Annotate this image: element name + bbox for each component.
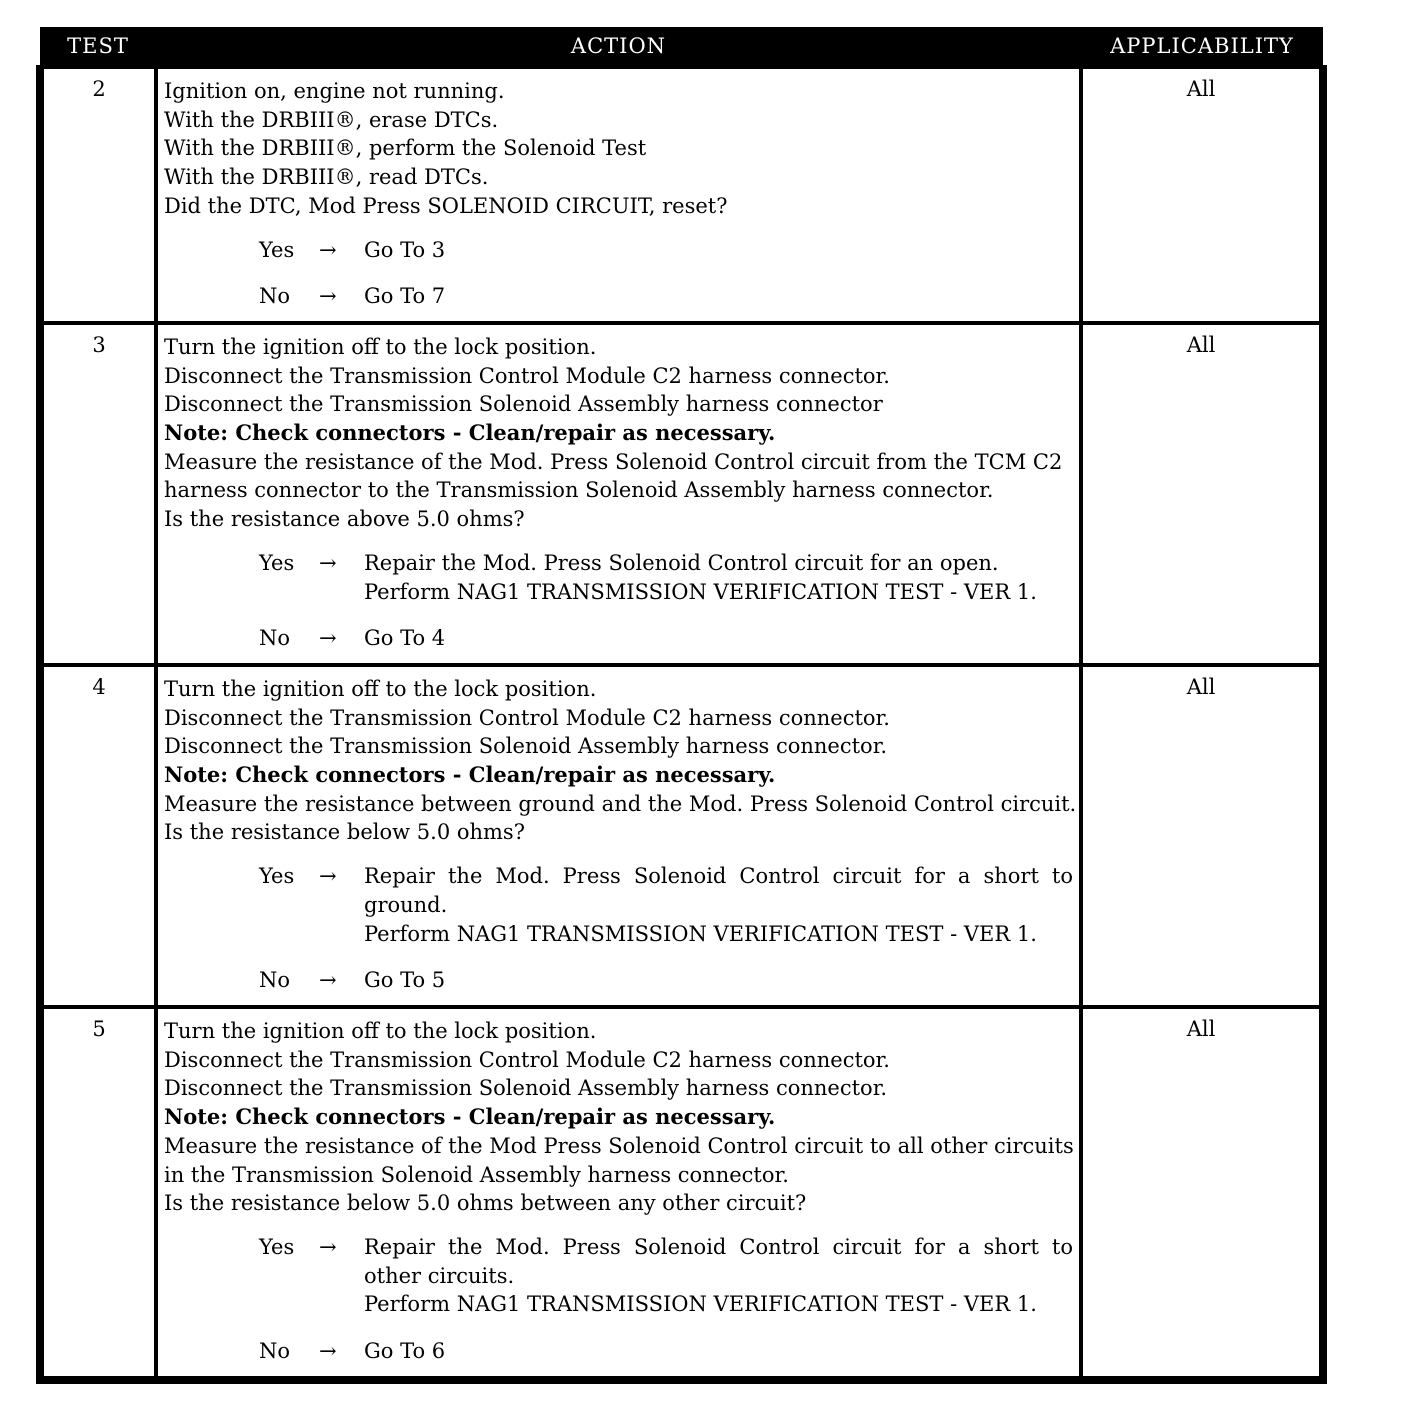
header-applicability: APPLICABILITY [1081,27,1323,67]
result-line: Go To 3 [364,237,446,262]
applicability: All [1081,665,1323,1007]
answer-label: Yes [259,1234,295,1259]
result [364,862,1073,948]
choice-no [259,966,1073,995]
action-line: Measure the resistance of the Mod. Press Solenoid Control circuit from the TCM C2 [164,449,1063,474]
action-line: Disconnect the Transmission Control Module C2 harness connector. [164,363,890,388]
note-line: Note: Check connectors - Clean/repair as necessary. [164,762,776,788]
answer-label: No [259,284,291,309]
applicability: All [1081,67,1323,323]
result-line: Go To 6 [364,1339,446,1364]
action-line: Measure the resistance of the Mod Press Solenoid Control circuit to all other circuits [164,1133,1074,1158]
action-cell [156,665,1081,1007]
choice-no [259,624,1073,653]
action-cell [156,67,1081,323]
table-row [40,323,1323,665]
table-row [40,1007,1323,1380]
action-line: Is the resistance below 5.0 ohms between any other circuit? [164,1191,807,1216]
action-line: With the DRBIII®, erase DTCs. [164,107,499,132]
result-line: Repair the Mod. Press Solenoid Control circuit for an open. [364,550,999,575]
result-line: Go To 5 [364,968,446,993]
choices [164,862,1073,995]
test-number: 2 [40,67,156,323]
result-line: Perform NAG1 TRANSMISSION VERIFICATION TEST - VER 1. [364,579,1037,604]
result-line: Perform NAG1 TRANSMISSION VERIFICATION TEST - VER 1. [364,1292,1037,1317]
answer-label: Yes [259,237,295,262]
table-row [40,665,1323,1007]
applicability: All [1081,323,1323,665]
right-arrow-icon: → [319,284,337,309]
result-line: Go To 4 [364,626,446,651]
test-number: 4 [40,665,156,1007]
applicability: All [1081,1007,1323,1380]
choices [164,549,1073,653]
action-line: Is the resistance below 5.0 ohms? [164,820,525,845]
result [364,236,1073,265]
result [364,549,1073,606]
right-arrow-icon: → [319,550,337,575]
right-arrow-icon: → [319,864,337,889]
action-line: Disconnect the Transmission Solenoid Assembly harness connector. [164,1076,888,1101]
choice-yes [259,1233,1073,1319]
result-line: Go To 7 [364,284,446,309]
action-line: Turn the ignition off to the lock position. [164,1018,597,1043]
note-line: Note: Check connectors - Clean/repair as necessary. [164,420,776,446]
diagnostic-table [36,27,1327,1384]
header-action: ACTION [156,27,1081,67]
action-line: Turn the ignition off to the lock position. [164,676,597,701]
result-line: Repair the Mod. Press Solenoid Control circuit for a short to other circuits. [364,1234,1073,1288]
action-line: Is the resistance above 5.0 ohms? [164,507,525,532]
right-arrow-icon: → [319,237,337,262]
answer-label: Yes [259,864,295,889]
right-arrow-icon: → [319,1339,337,1364]
right-arrow-icon: → [319,968,337,993]
answer-label: No [259,626,291,651]
action-line: Disconnect the Transmission Control Module C2 harness connector. [164,705,890,730]
action-line: Turn the ignition off to the lock position. [164,334,597,359]
action-line: Ignition on, engine not running. [164,79,505,103]
result-line: Repair the Mod. Press Solenoid Control circuit for a short to ground. [364,864,1073,917]
choice-yes [259,236,1073,265]
choice-yes [259,862,1073,948]
action-line: Disconnect the Transmission Control Module C2 harness connector. [164,1047,890,1072]
action-line: With the DRBIII®, perform the Solenoid Test [164,136,647,161]
choices [164,236,1073,311]
table-header [40,27,1323,67]
note-line: Note: Check connectors - Clean/repair as necessary. [164,1104,776,1130]
test-number: 3 [40,323,156,665]
result [364,282,1073,311]
action-cell [156,323,1081,665]
answer-label: Yes [259,550,295,575]
choice-no [259,1337,1073,1366]
choices [164,1233,1073,1366]
right-arrow-icon: → [319,1234,337,1259]
header-test: TEST [40,27,156,67]
result-line: Perform NAG1 TRANSMISSION VERIFICATION TEST - VER 1. [364,921,1037,946]
table-row [40,67,1323,323]
action-line: Measure the resistance between ground and the Mod. Press Solenoid Control circuit. [164,791,1077,816]
result [364,966,1073,995]
action-line: Did the DTC, Mod Press SOLENOID CIRCUIT, reset? [164,193,728,218]
action-line: Disconnect the Transmission Solenoid Assembly harness connector. [164,734,888,759]
right-arrow-icon: → [319,626,337,651]
action-line: harness connector to the Transmission Solenoid Assembly harness connector. [164,478,994,503]
action-line: With the DRBIII®, read DTCs. [164,165,489,190]
result [364,624,1073,653]
choice-no [259,282,1073,311]
action-line: Disconnect the Transmission Solenoid Assembly harness connector [164,392,883,417]
result [364,1337,1073,1366]
result [364,1233,1073,1319]
answer-label: No [259,968,291,993]
test-number: 5 [40,1007,156,1380]
action-cell [156,1007,1081,1380]
answer-label: No [259,1339,291,1364]
action-line: in the Transmission Solenoid Assembly harness connector. [164,1162,789,1187]
choice-yes [259,549,1073,606]
